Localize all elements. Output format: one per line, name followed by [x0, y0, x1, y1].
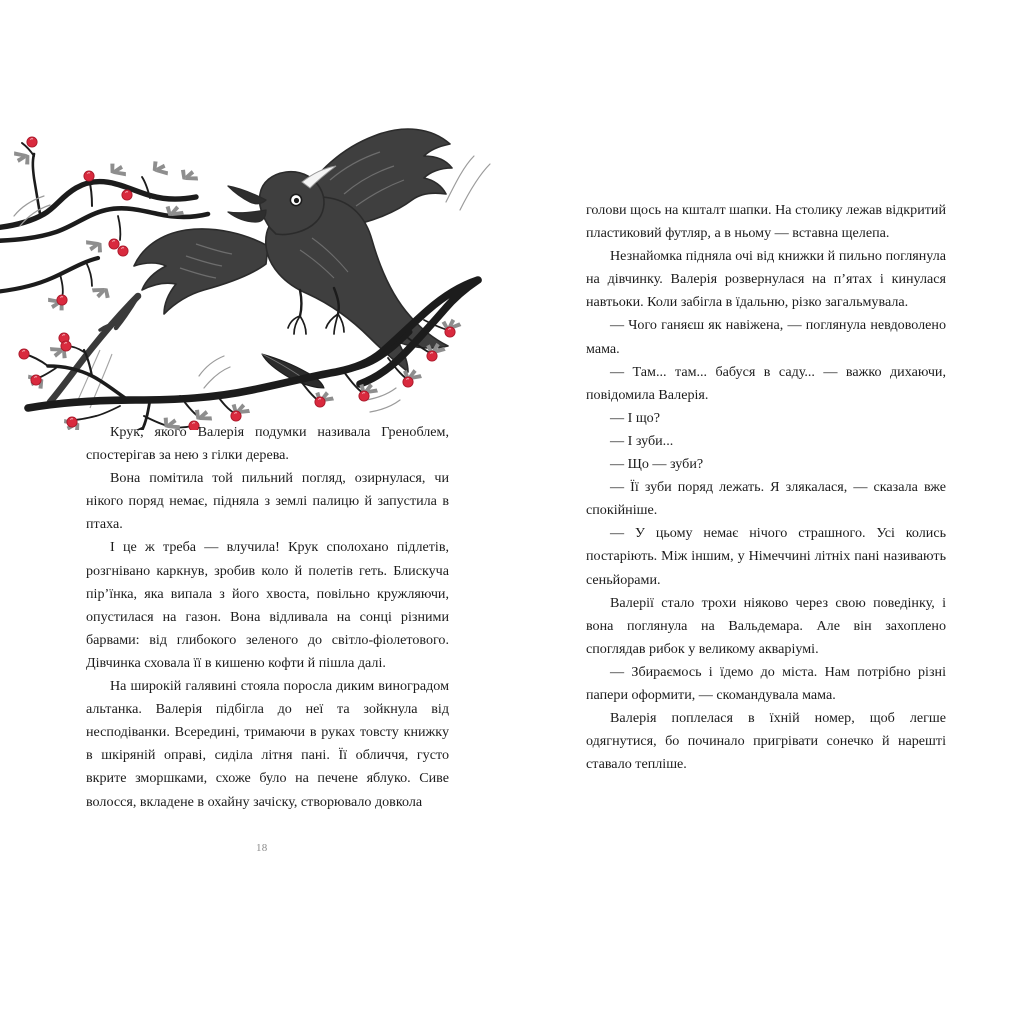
- dialogue-line: — У цьому немає нічого страшного. Усі колись постаріють. Між іншим, у Німеччині літніх пані називають сеньйорами.: [586, 525, 946, 588]
- dialogue-line: — Чого ганяєш як навіжена, — поглянула невдоволено мама.: [586, 317, 946, 357]
- paragraph: Вона помітила той пильний погляд, озирнулася, чи нікого поряд немає, підняла з землі палицю й запустила в птаха.: [86, 470, 449, 533]
- paragraph: Незнайомка підняла очі від книжки й пильно поглянула на дівчинку. Валерія розвернулася на п’ятах і кинулася навтьоки. Коли забігла в їдальню, різко загальмувала.: [586, 248, 946, 311]
- left-text-column: [86, 421, 449, 814]
- dialogue-line: — Збираємось і їдемо до міста. Нам потрібно різні папери оформити, — скомандувала мама.: [586, 663, 946, 703]
- dialogue-line: — І що?: [610, 409, 660, 426]
- dialogue-line: — І зуби...: [610, 432, 674, 449]
- dialogue-line: — Її зуби поряд лежать. Я злякалася, — сказала вже спокійніше.: [586, 479, 946, 519]
- right-text-column: [586, 199, 946, 776]
- dialogue-line: — Там... там... бабуся в саду... — важко дихаючи, повідомила Валерія.: [586, 363, 946, 403]
- paragraph: Валерія поплелася в їхній номер, щоб легше одягнутися, бо починало пригрівати сонечко й нарешті ставало тепліше.: [586, 710, 946, 773]
- chapter-illustration: [0, 110, 545, 430]
- paragraph: І це ж треба — влучила! Крук сполохано підлетів, розгнівано каркнув, зробив коло й полетів геть. Блискуча пір’їнка, яка випала з його хвоста, повільно кружляючи, опустилася на газон. Вона відливала на сонці різними барвами: від глибокого зеленого до світло-фіолетового. Дівчинка сховала її в кишеню кофти й пішла далі.: [86, 539, 449, 671]
- paragraph: голови щось на кшталт шапки. На столику лежав відкритий пластиковий футляр, а в ньому — вставна щелепа.: [586, 202, 946, 242]
- dialogue-line: — Що — зуби?: [610, 456, 704, 473]
- paragraph: Валерії стало трохи ніяково через свою поведінку, і вона поглянула на Вальдемара. Але він захоплено споглядав рибок у великому акваріумі.: [586, 594, 946, 657]
- page-number: 18: [256, 842, 268, 854]
- paragraph: На широкій галявині стояла поросла диким виноградом альтанка. Валерія підбігла до неї та зойкнула від несподіванки. Всередині, тримаючи в руках товсту книжку в шкіряній оправі, сиділа літня пані. Її обличчя, густо вкрите зморшками, схоже було на печене яблуко. Сиве волосся, вкладене в охайну зачіску, створювало довкола: [86, 678, 449, 810]
- paragraph: Крук, якого Валерія подумки називала Греноблем, спостерігав за нею з гілки дерева.: [86, 424, 449, 464]
